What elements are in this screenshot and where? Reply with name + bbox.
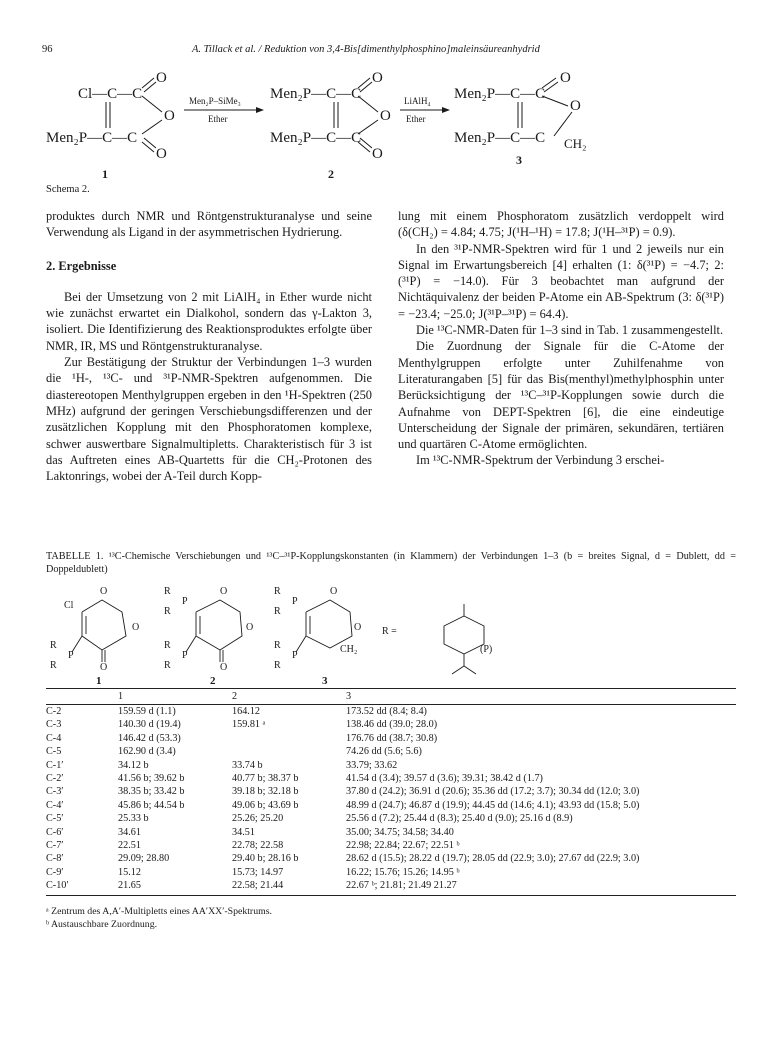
ts2-p1: P <box>182 596 188 607</box>
table-cell: 164.12 <box>232 706 261 717</box>
struct-label-3: 3 <box>322 675 328 686</box>
scheme-c3-o2: O <box>570 98 581 114</box>
table-cell: 37.80 d (24.2); 36.91 d (20.6); 35.36 dd (17.2; 3.7); 30.34 dd (12.0; 3.0) <box>346 786 640 798</box>
table-cell: 45.86 b; 44.54 b <box>118 799 185 811</box>
running-header <box>42 44 732 60</box>
table-row <box>46 759 736 772</box>
table-cell: 41.54 d (3.4); 39.57 d (3.6); 39.31; 38.42 d (1.7) <box>346 773 543 785</box>
table-cell: C-6′ <box>46 826 64 838</box>
table-cell: C-2 <box>46 706 62 717</box>
ts3-p1: P <box>292 596 298 607</box>
reagent2-top: LiAlH₄ <box>404 96 431 106</box>
ts3-r1: R <box>274 586 281 597</box>
scheme-c2-o1: O <box>372 70 383 86</box>
table-cell: C-3′ <box>46 786 64 798</box>
scheme-c2-bottom: Men₂P—C—C <box>270 130 362 146</box>
compound-label-1: 1 <box>102 167 108 180</box>
table-cell: 25.56 d (7.2); 25.44 d (8.3); 25.40 d (9.0); 25.16 d (8.9) <box>346 813 573 825</box>
table-cell: 146.42 d (53.3) <box>118 732 181 744</box>
scheme-c3-o1: O <box>560 70 571 86</box>
table-cell: 22.67 ᵇ; 21.81; 21.49 21.27 <box>346 879 736 895</box>
scheme-c1-top: Cl—C—C <box>78 86 143 102</box>
table-cell <box>232 732 346 745</box>
table-row <box>46 812 736 825</box>
table-footnote-a: ᵃ Zentrum des A,A′-Multipletts eines AA′XX′-Spektrums. <box>46 906 272 917</box>
ts1-o-bottom: O <box>100 662 108 673</box>
r-definition: R = <box>382 626 397 637</box>
compound-label-2: 2 <box>328 167 334 180</box>
arrow-head-1 <box>256 107 264 113</box>
table-cell: 33.79; 33.62 <box>346 759 398 771</box>
paragraph: In den ³¹P-NMR-Spektren wird für 1 und 2 jeweils nur ein Signal im Erwartungsbereich [4] erhalten (1: δ(³¹P) = −4.7; 2: (³¹P) = −14.0). Für 3 beobachtet man aufgrund der Nichtäquivalenz der beiden P-Atome ein AB-Spektrum (3: δ(³¹P) = −23.4; −25.0; J(³¹P–³¹P) = 64.4). <box>398 241 724 321</box>
body-column-right <box>398 208 724 469</box>
table-cell: 22.58; 21.44 <box>232 879 346 895</box>
column-header: 2 <box>232 689 346 705</box>
table-cell: 16.22; 15.76; 15.26; 14.95 ᵇ <box>346 866 460 878</box>
table-row <box>46 866 736 879</box>
table-cell: C-10′ <box>46 879 118 895</box>
reagent2-bottom: Ether <box>406 114 426 124</box>
table-cell: 39.18 b; 32.18 b <box>232 786 299 798</box>
paragraph: lung mit einem Phosphoratom zusätzlich verdoppelt wird (δ(CH₂) = 4.84; 4.75; J(¹H–¹H) = 17.8; J(¹H–³¹P) = 0.9). <box>398 209 724 240</box>
ts1-r1: R <box>50 640 57 651</box>
paragraph: Die Zuordnung der Signale für die C-Atome der Menthylgruppen erfolgte unter Zuhilfenahme von Literaturangaben [5] für das Bis(menthyl)methylphosphin unter Berücksichtigung der ¹³C–³¹P-Kopplungen sowie durch die Aufnahme von DEPT-Spektren [6], die eine eindeutige Unterscheidung der Signale der primären, sekundären, tertiären und quartären C-Atome ermöglichten. <box>398 339 724 452</box>
table-row <box>46 785 736 798</box>
table-cell: 41.56 b; 39.62 b <box>118 773 185 785</box>
table-cell: 29.40 b; 28.16 b <box>232 853 299 865</box>
ts2-p2: P <box>182 650 188 661</box>
table-row <box>46 718 736 731</box>
scheme-c2-o3: O <box>372 146 383 162</box>
body-column-left <box>46 208 372 484</box>
table-cell: 162.90 d (3.4) <box>118 746 176 758</box>
table-row <box>46 705 736 719</box>
ts3-ch2: CH₂ <box>340 644 358 655</box>
table-cell: C-1′ <box>46 759 64 771</box>
column-header: 1 <box>118 689 232 705</box>
scheme-c1-bottom: Men₂P—C—C <box>46 130 138 146</box>
table-cell: 159.81 ᵃ <box>232 719 266 731</box>
page-number: 96 <box>42 44 53 55</box>
table-cell: 74.26 dd (5.6; 5.6) <box>346 746 422 758</box>
table-caption: TABELLE 1. ¹³C-Chemische Verschiebungen und ¹³C–³¹P-Kopplungskonstanten (in Klammern) der Verbindungen 1–3 (b = breites Signal, d = Dublett, dd = Doppeldublett) <box>46 551 736 575</box>
table-cell: 49.06 b; 43.69 b <box>232 799 299 811</box>
ts3-r3: R <box>274 640 281 651</box>
ts3-p2: P <box>292 650 298 661</box>
table-cell: C-4′ <box>46 799 64 811</box>
reaction-scheme <box>42 62 602 180</box>
table-row <box>46 826 736 839</box>
table-header-row <box>46 689 736 705</box>
table-footnote-b: ᵇ Austauschbare Zuordnung. <box>46 919 158 930</box>
table-cell: 138.46 dd (39.0; 28.0) <box>346 719 438 731</box>
table-row <box>46 745 736 758</box>
ts2-r3: R <box>164 640 171 651</box>
table-cell: 34.61 <box>118 826 141 838</box>
table-cell: 40.77 b; 38.37 b <box>232 773 299 785</box>
table-cell: C-8′ <box>46 853 64 865</box>
table-cell: 25.33 b <box>118 813 149 825</box>
table-cell: C-9′ <box>46 866 64 878</box>
table-cell: 21.65 <box>118 879 232 895</box>
arrow-head-2 <box>442 107 450 113</box>
schema-caption: Schema 2. <box>46 184 90 195</box>
table-cell: C-2′ <box>46 773 64 785</box>
ts2-o-bottom: O <box>220 662 228 673</box>
ts3-r4: R <box>274 660 281 671</box>
scheme-c1-o3: O <box>156 146 167 162</box>
running-title: A. Tillack et al. / Reduktion von 3,4-Bis[dimenthylphosphino]maleinsäureanhydrid <box>192 44 540 55</box>
table-row <box>46 732 736 745</box>
ts1-cl: Cl <box>64 600 74 611</box>
scheme-c2-top: Men₂P—C—C <box>270 86 362 102</box>
compound-label-3: 3 <box>516 153 522 167</box>
table-structures <box>46 586 646 686</box>
table-cell: 22.98; 22.84; 22.67; 22.51 ᵇ <box>346 840 460 852</box>
column-header <box>46 689 118 705</box>
table-cell: 173.52 dd (8.4; 8.4) <box>346 706 427 717</box>
ts2-o-top: O <box>220 586 228 597</box>
table-cell: 33.74 b <box>232 759 263 771</box>
table-row <box>46 852 736 865</box>
table-row <box>46 799 736 812</box>
paragraph: Bei der Umsetzung von 2 mit LiAlH₄ in Ether wurde nicht wie zunächst erwartet ein Dialkohol, sondern das γ-Lakton 3, isoliert. Die Identifizierung des Reaktionsproduktes erfolgte über NMR, IR, MS und Röntgenstrukturanalyse. <box>46 289 372 353</box>
table-cell: 140.30 d (19.4) <box>118 719 181 731</box>
p-attachment: (P) <box>480 644 493 655</box>
scheme-c2-o2: O <box>380 108 391 124</box>
section-heading: 2. Ergebnisse <box>46 258 117 273</box>
ts2-r4: R <box>164 660 171 671</box>
table-cell: C-5′ <box>46 813 64 825</box>
table-cell: 15.73; 14.97 <box>232 866 284 878</box>
table-row <box>46 879 736 895</box>
table-cell: 29.09; 28.80 <box>118 853 170 865</box>
table-cell: C-7′ <box>46 840 64 852</box>
ts1-r2: R <box>50 660 57 671</box>
table-cell: 15.12 <box>118 866 141 878</box>
table-cell: 22.78; 22.58 <box>232 840 284 852</box>
struct-label-2: 2 <box>210 675 216 686</box>
table-cell: 22.51 <box>118 840 141 852</box>
table-cell: 28.62 d (15.5); 28.22 d (19.7); 28.05 dd (22.9; 3.0); 27.67 dd (22.9; 3.0) <box>346 853 640 865</box>
column-header: 3 <box>346 689 736 705</box>
ts3-r2: R <box>274 606 281 617</box>
table-cell: 34.51 <box>232 826 255 838</box>
paragraph: Im ¹³C-NMR-Spektrum der Verbindung 3 erschei- <box>416 453 665 468</box>
scheme-c1-o2: O <box>164 108 175 124</box>
table-cell: C-5 <box>46 746 62 758</box>
ts2-r2: R <box>164 606 171 617</box>
table-cell: C-4 <box>46 732 62 744</box>
table-cell: C-3 <box>46 719 62 731</box>
scheme-c3-top: Men₂P—C—C <box>454 86 546 102</box>
paragraph: produktes durch NMR und Röntgenstrukturanalyse und seine Verwendung als Ligand in der asymmetrischen Hydrierung. <box>46 209 372 240</box>
table-cell: 35.00; 34.75; 34.58; 34.40 <box>346 826 454 838</box>
ts3-o-ring: O <box>354 622 362 633</box>
nmr-table <box>46 688 736 896</box>
table-row <box>46 839 736 852</box>
table-cell: 159.59 d (1.1) <box>118 706 176 717</box>
ts1-o-ring: O <box>132 622 140 633</box>
table-cell: 25.26; 25.20 <box>232 813 284 825</box>
table-cell <box>232 745 346 758</box>
ts2-o-ring: O <box>246 622 254 633</box>
paragraph: Die ¹³C-NMR-Daten für 1–3 sind in Tab. 1 zusammengestellt. <box>416 323 724 338</box>
ts2-r1: R <box>164 586 171 597</box>
table-row <box>46 772 736 785</box>
ts1-o-top: O <box>100 586 108 597</box>
scheme-c1-o1: O <box>156 70 167 86</box>
scheme-c3-bottom: Men₂P—C—C <box>454 130 546 146</box>
table-cell: 38.35 b; 33.42 b <box>118 786 185 798</box>
paragraph: Zur Bestätigung der Struktur der Verbindungen 1–3 wurden die ¹H-, ¹³C- und ³¹P-NMR-Spektren aufgenommen. Die diastereotopen Menthylgruppen ergeben in den ¹H-Spektren (250 MHz) aufgrund der geringen Verschiebungsdifferenzen und der zusätzlichen Kopplung mit den Phosphoratomen komplexe, schwer auswertbare Signalmultipletts. Charakteristisch für 3 ist das Auftreten eines AB-Quartetts für die CH₂-Protonen des Laktonrings, wobei der A-Teil durch Kopp- <box>46 355 372 484</box>
scheme-c3-ch2: CH₂ <box>564 136 587 151</box>
table-cell: 48.99 d (24.7); 46.87 d (19.9); 44.45 dd (14.6; 4.1); 43.93 dd (15.8; 5.0) <box>346 799 640 811</box>
table-cell: 34.12 b <box>118 759 149 771</box>
ts3-o-top: O <box>330 586 338 597</box>
reagent1-top: Men₂P–SiMe₃ <box>189 96 241 106</box>
table-cell: 176.76 dd (38.7; 30.8) <box>346 732 438 744</box>
reagent1-bottom: Ether <box>208 114 228 124</box>
struct-label-1: 1 <box>96 675 102 686</box>
ts1-p: P <box>68 650 74 661</box>
